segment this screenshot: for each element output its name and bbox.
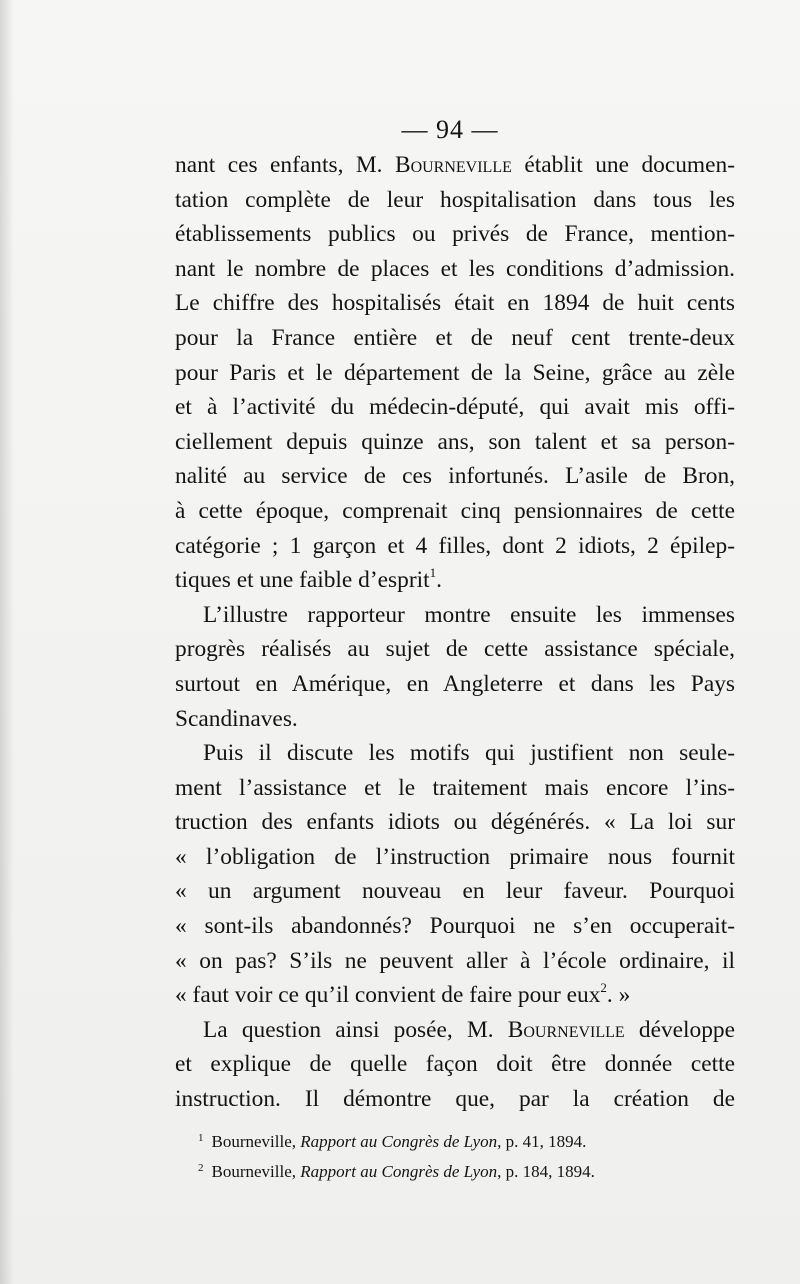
paragraph — [175, 598, 735, 736]
text-line: et à l’activité du médecin-député, qui avait mis offi- — [175, 394, 735, 421]
author-name: Bourneville — [394, 152, 512, 178]
text-line: tation complète de leur hospitalisation dans tous les — [175, 186, 735, 213]
text-line: progrès réalisés au sujet de cette assistance spéciale, — [175, 636, 735, 663]
text-line: « un argument nouveau en leur faveur. Pourquoi — [175, 878, 735, 905]
text-line: ciellement depuis quinze ans, son talent et sa person- — [175, 428, 735, 455]
footnotes — [198, 1125, 758, 1185]
text-line: Le chiffre des hospitalisés était en 1894 de huit cents — [175, 290, 735, 317]
text-line: La question ainsi posée, M. Bourneville développe — [203, 1016, 735, 1043]
text-line: catégorie ; 1 garçon et 4 filles, dont 2 idiots, 2 épilep- — [175, 532, 735, 559]
text-line: à cette époque, comprenait cinq pensionnaires de cette — [175, 497, 735, 524]
text-line: ment l’assistance et le traitement mais encore l’ins- — [175, 774, 735, 801]
footnote: $^1$ Bourneville, Rapport au Congrès de Lyon, p. 41, 1894. — [198, 1132, 587, 1151]
text-line: nant le nombre de places et les conditions d’admission. — [175, 255, 735, 282]
footnote-ref: 1 — [429, 565, 437, 581]
text-line: Scandinaves. — [175, 705, 298, 732]
text-line: pour Paris et le département de la Seine, grâce au zèle — [175, 359, 735, 386]
text-line: nant ces enfants, M. Bourneville établit une documen- — [175, 152, 735, 178]
text-line: établissements publics ou privés de France, mention- — [175, 221, 735, 248]
paragraph — [175, 148, 735, 598]
footnote-ref: 2 — [600, 980, 607, 996]
text-line: « on pas? S’ils ne peuvent aller à l’école ordinaire, il — [175, 947, 735, 974]
body-text — [175, 148, 735, 1117]
text-line: tiques et une faible d’esprit$^1$. — [175, 565, 442, 594]
text-line: et explique de quelle façon doit être donnée cette — [175, 1051, 735, 1078]
text-line: truction des enfants idiots ou dégénérés. « La loi sur — [175, 809, 735, 836]
text-line: « sont-ils abandonnés? Pourquoi ne s’en occuperait- — [175, 913, 735, 940]
text-line: Puis il discute les motifs qui justifient non seule- — [203, 740, 735, 767]
footnote-title: Rapport au Congrès de Lyon — [300, 1162, 498, 1181]
text-line: instruction. Il démontre que, par la création de — [175, 1086, 735, 1113]
text-line: « l’obligation de l’instruction primaire nous fournit — [175, 843, 735, 870]
author-name: Bourneville — [507, 1016, 625, 1043]
text-line: « faut voir ce qu’il convient de faire pour eux$^2$. » — [175, 980, 631, 1009]
text-line: pour la France entière et de neuf cent trente-deux — [175, 324, 735, 351]
paragraph — [175, 1013, 735, 1117]
text-line: L’illustre rapporteur montre ensuite les immenses — [203, 601, 735, 628]
footnote-number: 1 — [198, 1132, 204, 1144]
text-line: nalité au service de ces infortunés. L’asile de Bron, — [175, 463, 735, 490]
footnote-title: Rapport au Congrès de Lyon — [300, 1132, 498, 1151]
page-number: — 94 — — [401, 115, 499, 144]
footnote: $^2$ Bourneville, Rapport au Congrès de Lyon, p. 184, 1894. — [198, 1162, 595, 1181]
page-edge-shadow — [0, 0, 14, 1284]
paragraph — [175, 736, 735, 1013]
text-line: surtout en Amérique, en Angleterre et dans les Pays — [175, 670, 735, 697]
footnote-number: 2 — [198, 1162, 204, 1174]
